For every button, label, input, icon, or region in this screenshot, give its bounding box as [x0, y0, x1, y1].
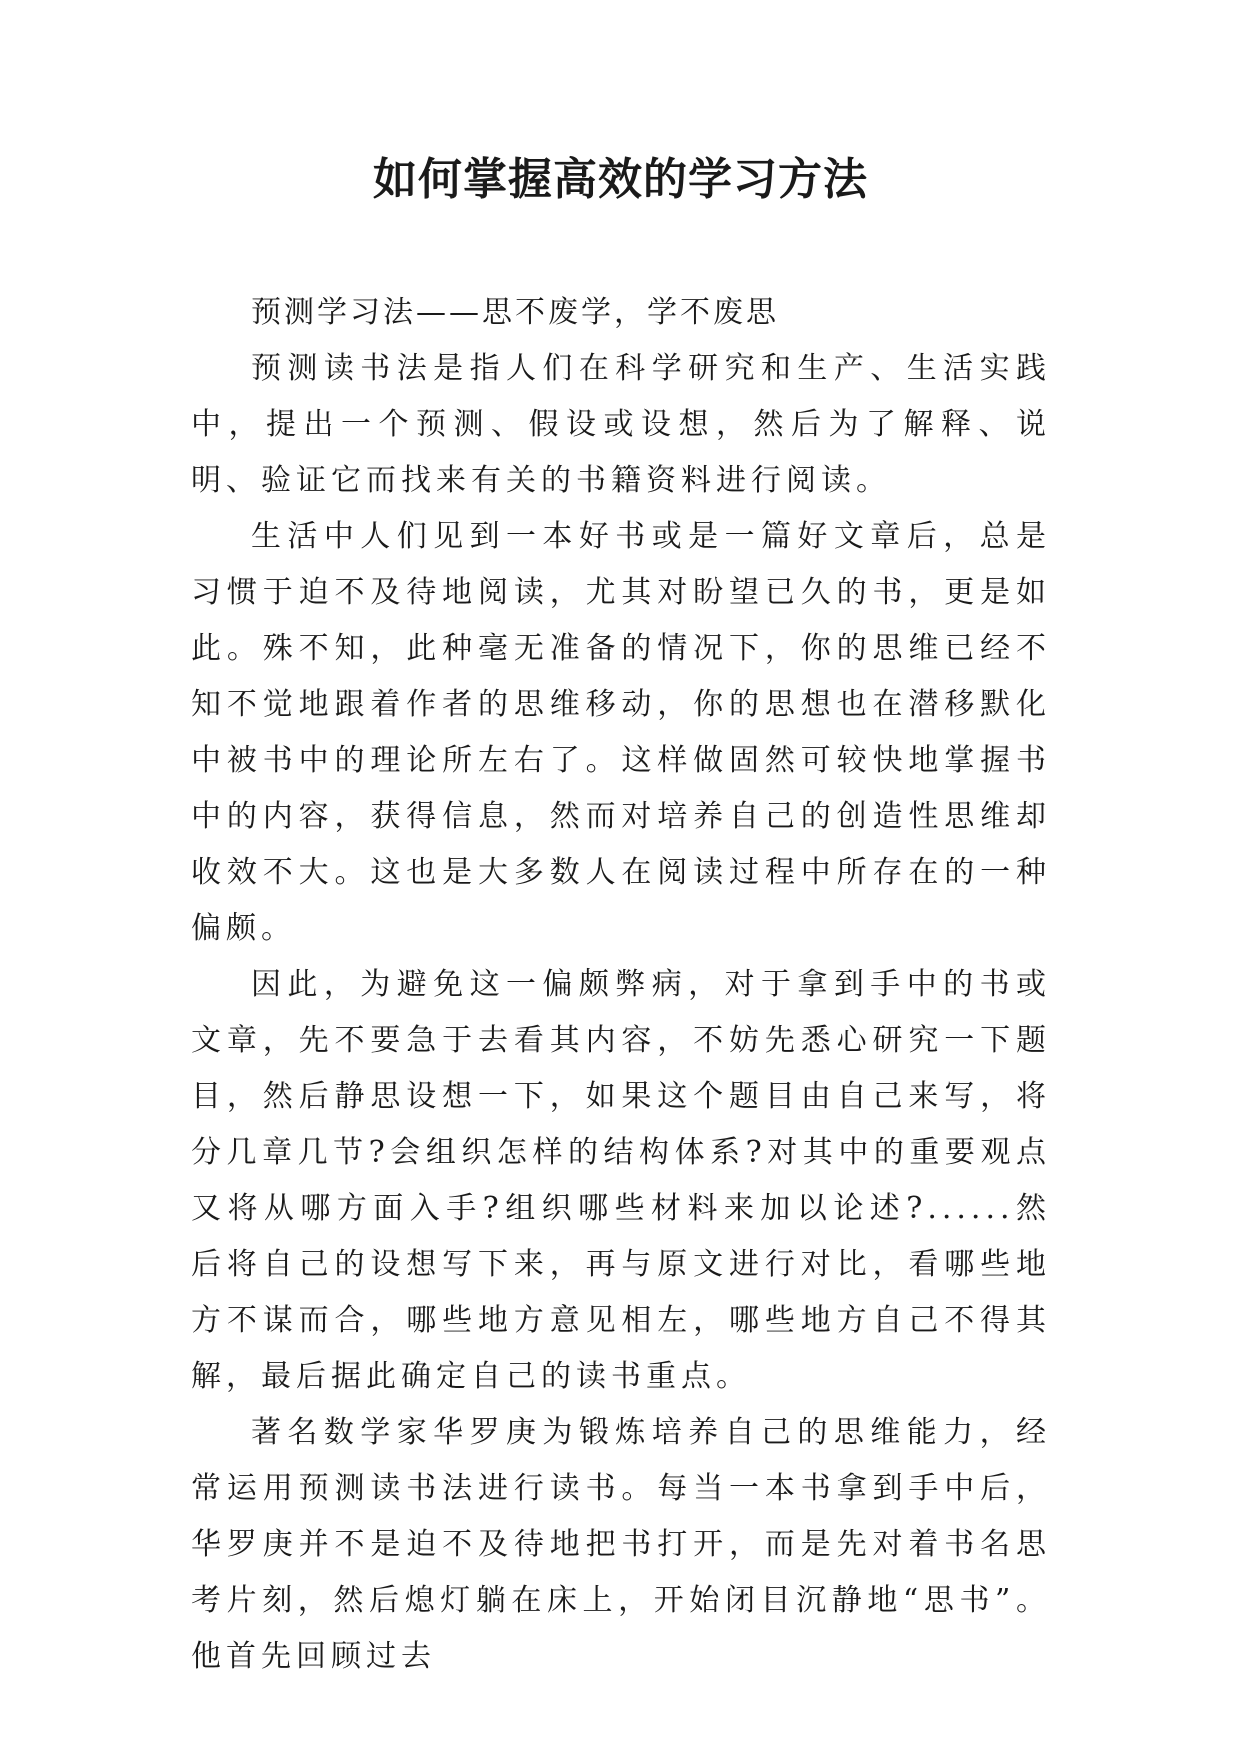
paragraph: 预测读书法是指人们在科学研究和生产、生活实践中，提出一个预测、假设或设想，然后为了解释、说明、验证它而找来有关的书籍资料进行阅读。: [191, 351, 1051, 498]
document-title: 如何掌握高效的学习方法: [373, 154, 868, 205]
paragraph: 著名数学家华罗庚为锻炼培养自己的思维能力，经常运用预测读书法进行读书。每当一本书拿到手中后，华罗庚并不是迫不及待地把书打开，而是先对着书名思考片刻，然后熄灯躺在床上，开始闭目沉静地“思书”。他首先回顾过去: [191, 1415, 1051, 1674]
section-heading: 预测学习法——思不废学，学不废思: [251, 295, 779, 330]
paragraph: 生活中人们见到一本好书或是一篇好文章后，总是习惯于迫不及待地阅读，尤其对盼望已久的书，更是如此。殊不知，此种毫无准备的情况下，你的思维已经不知不觉地跟着作者的思维移动，你的思想也在潜移默化中被书中的理论所左右了。这样做固然可较快地掌握书中的内容，获得信息，然而对培养自己的创造性思维却收效不大。这也是大多数人在阅读过程中所存在的一种偏颇。: [191, 519, 1051, 946]
paragraph: 因此，为避免这一偏颇弊病，对于拿到手中的书或文章，先不要急于去看其内容，不妨先悉心研究一下题目，然后静思设想一下，如果这个题目由自己来写，将分几章几节?会组织怎样的结构体系?对其中的重要观点又将从哪方面入手?组织哪些材料来加以论述?......然后将自己的设想写下来，再与原文进行对比，看哪些地方不谋而合，哪些地方意见相左，哪些地方自己不得其解，最后据此确定自己的读书重点。: [191, 967, 1051, 1394]
document-body: [191, 285, 1051, 1685]
